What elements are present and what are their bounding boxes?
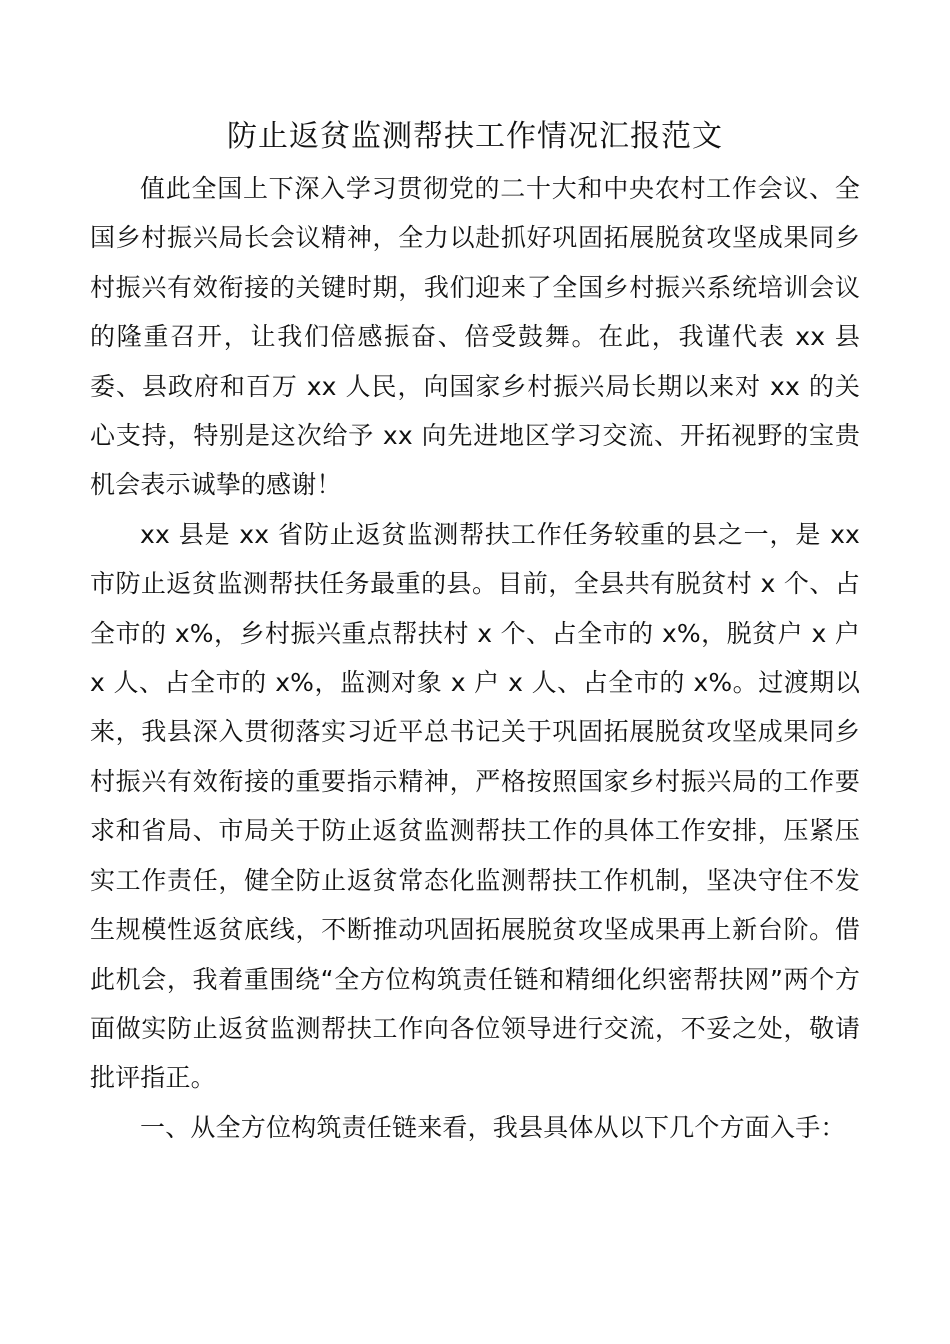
county-overview-paragraph: xx 县是 xx 省防止返贫监测帮扶工作任务较重的县之一，是 xx 市防止返贫监测帮扶任务最重的县。目前，全县共有脱贫村 x 个、占全市的 x%，乡村振兴重点帮扶村 x 个、占全市的 x%，脱贫户 x 户 x 人、占全市的 x%，监测对象 x 户 x 人、占全市的 x%。过渡期以来，我县深入贯彻落实习近平总书记关于巩固拓展脱贫攻坚成果同乡村振兴有效衔接的重要指示精神，严格按照国家乡村振兴局的工作要求和省局、市局关于防止返贫监测帮扶工作的具体工作安排，压紧压实工作责任，健全防止返贫常态化监测帮扶工作机制，坚决守住不发生规模性返贫底线，不断推动巩固拓展脱贫攻坚成果再上新台阶。借此机会，我着重围绕“全方位构筑责任链和精细化织密帮扶网”两个方面做实防止返贫监测帮扶工作向各位领导进行交流，不妥之处，敬请批评指正。 [90,519,860,1093]
section-heading: 一、从全方位构筑责任链来看，我县具体从以下几个方面入手： [140,1112,846,1142]
document-title: 防止返贫监测帮扶工作情况汇报范文 [227,119,723,154]
document-content [90,110,860,1152]
intro-paragraph: 值此全国上下深入学习贯彻党的二十大和中央农村工作会议、全国乡村振兴局长会议精神，全力以赴抓好巩固拓展脱贫攻坚成果同乡村振兴有效衔接的关键时期，我们迎来了全国乡村振兴系统培训会议的隆重召开，让我们倍感振奋、倍受鼓舞。在此，我谨代表 xx 县委、县政府和百万 xx 人民，向国家乡村振兴局长期以来对 xx 的关心支持，特别是这次给予 xx 向先进地区学习交流、开拓视野的宝贵机会表示诚挚的感谢！ [90,174,860,500]
